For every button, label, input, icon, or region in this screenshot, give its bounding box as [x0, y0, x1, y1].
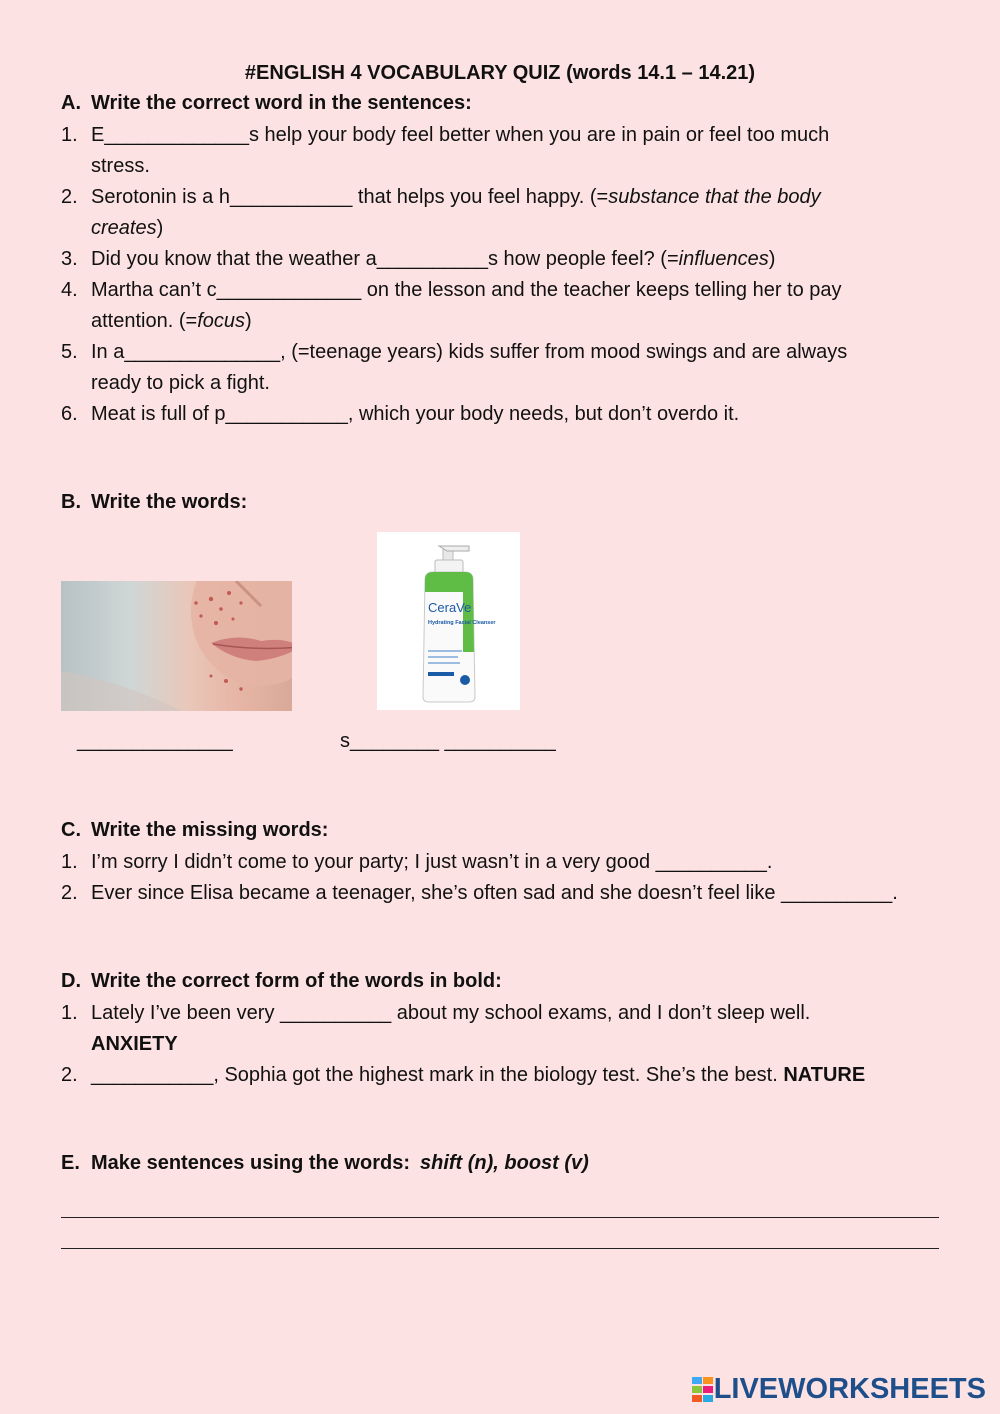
section-a-item-2[interactable] — [61, 182, 921, 244]
cerave-cleanser-image — [377, 532, 520, 710]
section-d-title: Write the correct form of the words in bold: — [91, 970, 502, 992]
item-number: 2. — [61, 882, 78, 904]
section-b-letter: B. — [61, 491, 81, 513]
section-a-item-3[interactable] — [61, 244, 921, 275]
item-number: 1. — [61, 1002, 78, 1024]
item-text: ___________, Sophia got the highest mark in the biology test. She’s the best. — [91, 1064, 778, 1086]
item-number: 3. — [61, 248, 78, 270]
answer-line-2[interactable] — [61, 1248, 939, 1249]
liveworksheets-logo — [692, 1373, 986, 1406]
item-text: Martha can’t c_____________ on the lesson and the teacher keeps telling her to pay — [91, 279, 842, 301]
item-number: 5. — [61, 341, 78, 363]
item-number: 2. — [61, 186, 78, 208]
section-a-letter: A. — [61, 92, 81, 114]
section-c-title: Write the missing words: — [91, 819, 329, 841]
section-d-item-1[interactable] — [61, 998, 941, 1060]
section-a-title: Write the correct word in the sentences: — [91, 92, 472, 114]
item-text: ready to pick a fight. — [91, 372, 270, 394]
section-d-heading — [61, 970, 502, 993]
item-text: stress. — [91, 155, 150, 177]
section-a-item-6[interactable] — [61, 399, 921, 430]
item-text: Did you know that the weather a__________s how people feel? (=influences) — [91, 248, 776, 270]
product-name-text: Hydrating Facial Cleanser — [428, 620, 496, 626]
section-c-heading — [61, 819, 328, 842]
bold-word: ANXIETY — [91, 1033, 178, 1055]
product-brand-text: CeraVe — [428, 600, 472, 615]
bold-word: NATURE — [783, 1064, 866, 1086]
section-a-heading — [61, 92, 472, 115]
section-c-item-2[interactable] — [61, 878, 961, 909]
item-number: 1. — [61, 124, 78, 146]
liveworksheets-logo-text: LIVEWORKSHEETS — [713, 1373, 986, 1405]
section-b-blank-1[interactable]: ______________ — [77, 730, 233, 752]
section-d-item-2[interactable] — [61, 1060, 941, 1091]
item-text: Ever since Elisa became a teenager, she’s often sad and she doesn’t feel like __________. — [91, 882, 898, 904]
item-text: attention. (=focus) — [91, 310, 252, 332]
section-e-title: Make sentences using the words: — [91, 1152, 410, 1174]
section-a-item-5[interactable] — [61, 337, 921, 399]
item-number: 1. — [61, 851, 78, 873]
section-d-letter: D. — [61, 970, 81, 992]
section-e-letter: E. — [61, 1152, 80, 1174]
section-a-item-1[interactable] — [61, 120, 921, 182]
item-text: Meat is full of p___________, which your body needs, but don’t overdo it. — [91, 403, 740, 425]
section-c-item-1[interactable] — [61, 847, 961, 878]
item-text: creates) — [91, 217, 164, 239]
item-text: Lately I’ve been very __________ about my school exams, and I don’t sleep well. — [91, 1002, 811, 1024]
item-number: 6. — [61, 403, 78, 425]
section-b-heading — [61, 491, 247, 514]
section-b-title: Write the words: — [91, 491, 248, 513]
section-a-item-4[interactable] — [61, 275, 921, 337]
item-text: I’m sorry I didn’t come to your party; I just wasn’t in a very good __________. — [91, 851, 773, 873]
section-e-heading — [61, 1152, 589, 1175]
item-text: Serotonin is a h___________ that helps you feel happy. (=substance that the body — [91, 186, 821, 208]
page-title: #ENGLISH 4 VOCABULARY QUIZ (words 14.1 – 14.21) — [244, 62, 756, 84]
item-number: 2. — [61, 1064, 78, 1086]
section-b-blank-2[interactable]: s________ __________ — [340, 730, 556, 752]
acne-face-image — [61, 581, 292, 711]
section-c-letter: C. — [61, 819, 81, 841]
item-number: 4. — [61, 279, 78, 301]
liveworksheets-logo-icon — [692, 1377, 714, 1403]
item-text: E_____________s help your body feel better when you are in pain or feel too much — [91, 124, 830, 146]
section-e-words: shift (n), boost (v) — [419, 1152, 589, 1174]
item-text: In a______________, (=teenage years) kids suffer from mood swings and are always — [91, 341, 848, 363]
answer-line-1[interactable] — [61, 1217, 939, 1218]
